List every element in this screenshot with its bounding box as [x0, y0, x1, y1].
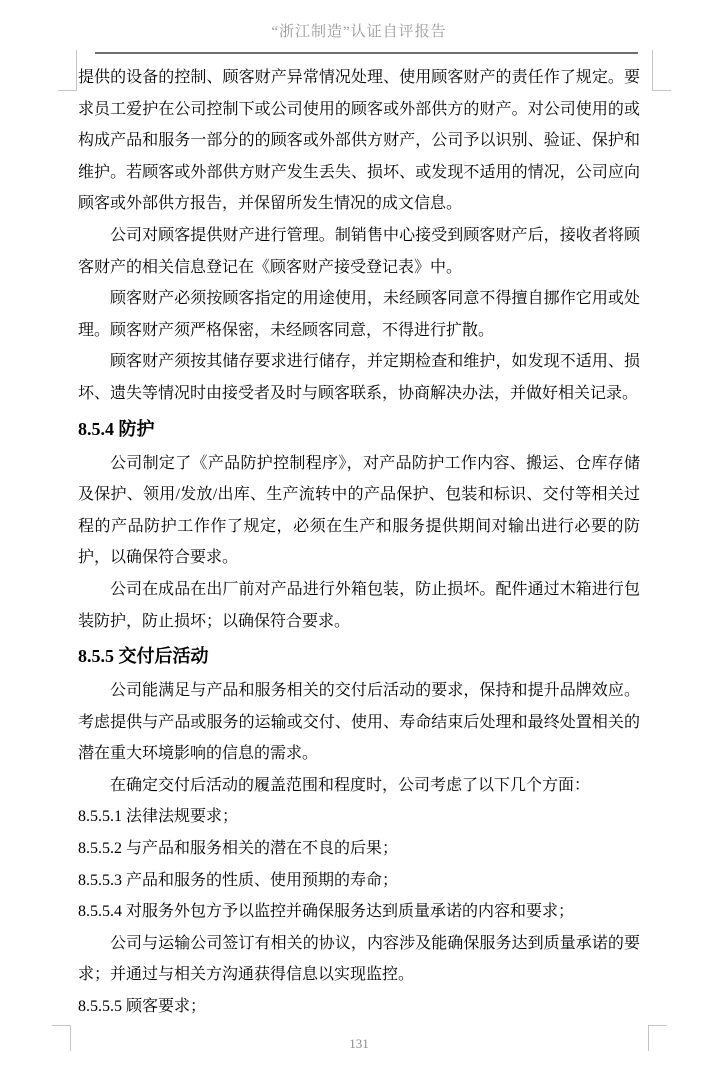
- paragraph: 在确定交付后活动的履盖范围和程度时，公司考虑了以下几个方面：: [110, 776, 591, 794]
- page-number: 131: [349, 1036, 369, 1051]
- paragraph: 公司在成品在出厂前对产品进行外箱包装，防止损坏。配件通过木箱进行包装防护，防止损坏；以确保符合要求。: [78, 580, 640, 630]
- page-header-title: “浙江制造”认证自评报告: [271, 24, 447, 40]
- paragraph: 顾客财产必须按顾客指定的用途使用，未经顾客同意不得擅自挪作它用或处理。顾客财产须严格保密，未经顾客同意，不得进行扩散。: [78, 290, 640, 339]
- paragraph: 顾客财产须按其储存要求进行储存，并定期检查和维护，如发现不适用、损坏、遗失等情况时由接受者及时与顾客联系，协商解决办法，并做好相关记录。: [78, 353, 640, 402]
- clause-item: 8.5.5.1 法律法规要求；: [78, 808, 239, 826]
- paragraph: 公司与运输公司签订有相关的协议，内容涉及能确保服务达到质量承诺的要求；并通过与相关方沟通获得信息以实现监控。: [78, 934, 640, 984]
- header-divider: [95, 52, 638, 54]
- paragraph: 公司能满足与产品和服务相关的交付后活动的要求，保持和提升品牌效应。考虑提供与产品或服务的运输或交付、使用、寿命结束后处理和最终处置相关的潜在重大环境影响的信息的需求。: [78, 682, 640, 763]
- paragraph: 提供的设备的控制、顾客财产异常情况处理、使用顾客财产的责任作了规定。要求员工爱护在公司控制下或公司使用的顾客或外部供方的财产。对公司使用的或构成产品和服务一部分的的顾客或外部供方财产，公司予以识别、验证、保护和维护。若顾客或外部供方财产发生丢失、损坏、或发现不适用的情况，公司应向顾客或外部供方报告，并保留所发生情况的成文信息。: [78, 69, 640, 213]
- paragraph: 公司制定了《产品防护控制程序》，对产品防护工作内容、搬运、仓库存储及保护、领用/发放/出库、生产流转中的产品保护、包装和标识、交付等相关过程的产品防护工作作了规定，必须在生产和服务提供期间对输出进行必要的防护，以确保符合要求。: [78, 454, 640, 567]
- clause-item: 8.5.5.2 与产品和服务相关的潜在不良的后果；: [78, 840, 399, 858]
- section-heading: 8.5.5 交付后活动: [78, 646, 209, 667]
- clause-item: 8.5.5.3 产品和服务的性质、使用预期的寿命；: [78, 871, 399, 889]
- margin-crop-mark-top-right: [652, 50, 671, 91]
- clause-item: 8.5.5.5 顾客要求；: [78, 998, 207, 1016]
- section-heading: 8.5.4 防护: [78, 418, 155, 439]
- margin-crop-mark-top-left: [58, 50, 77, 91]
- clause-item: 8.5.5.4 对服务外包方予以监控并确保服务达到质量承诺的内容和要求；: [78, 903, 575, 921]
- paragraph: 公司对顾客提供财产进行管理。制销售中心接受到顾客财产后，接收者将顾客财产的相关信息登记在《顾客财产接受登记表》中。: [78, 226, 640, 276]
- document-body: [78, 62, 640, 1023]
